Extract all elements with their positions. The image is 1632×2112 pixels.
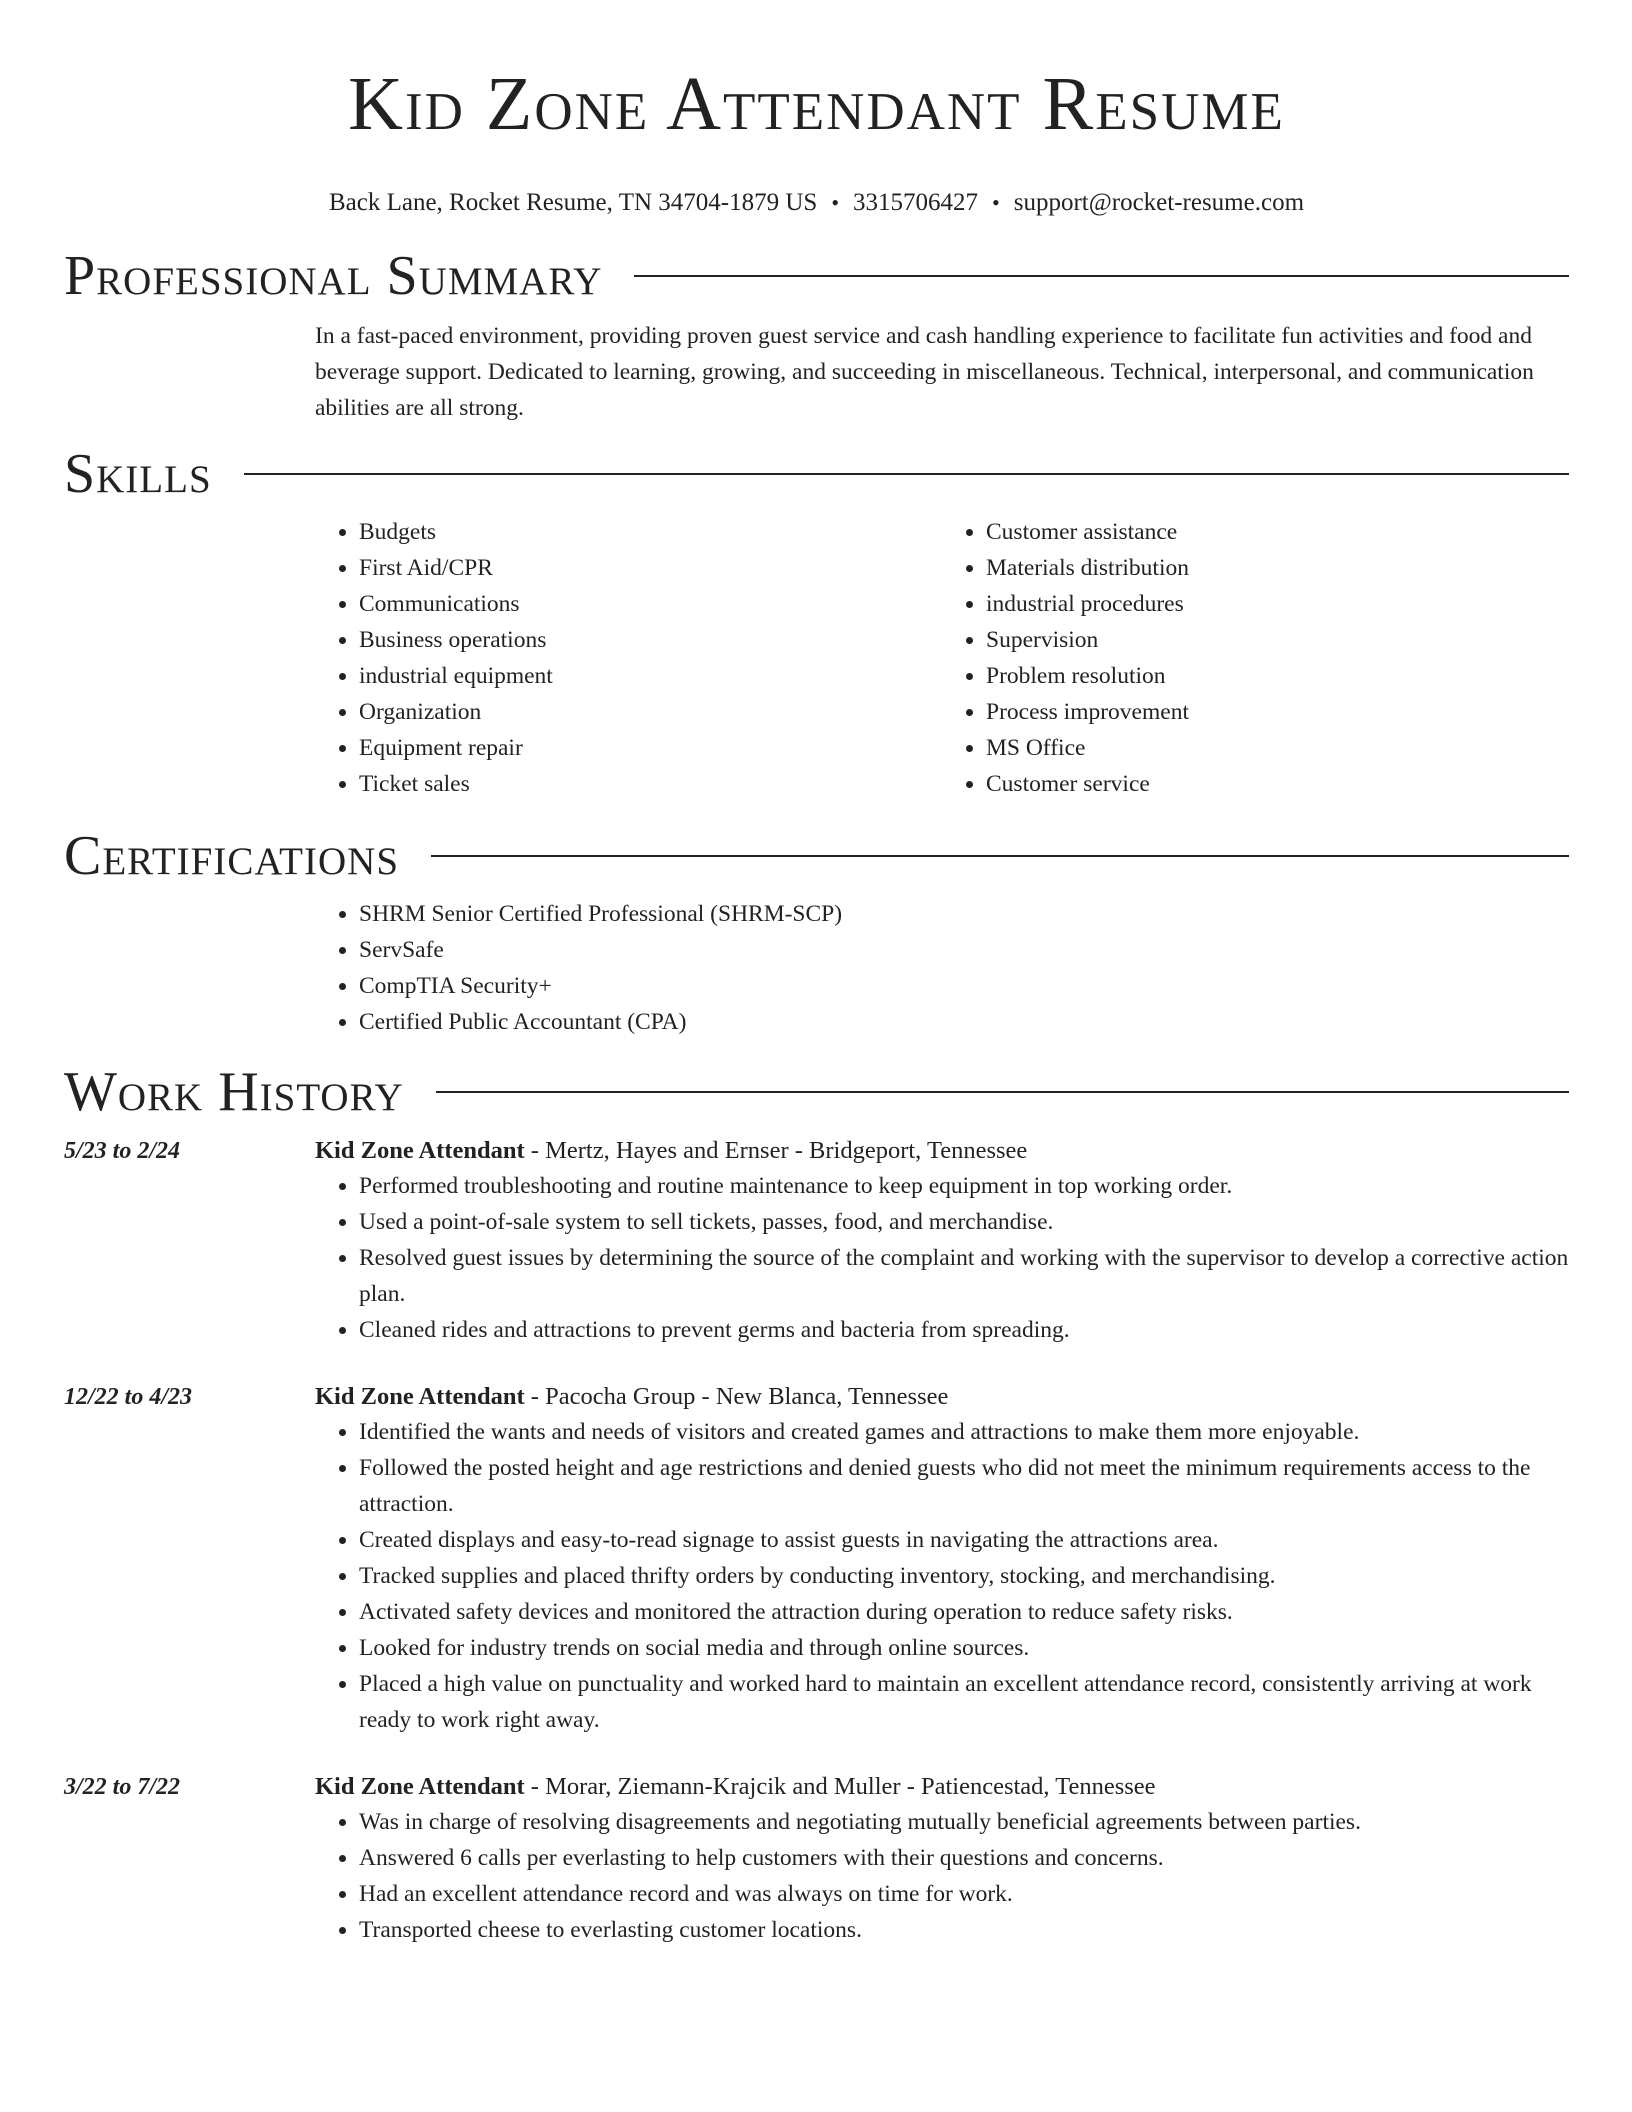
job-duty: • Placed a high value on punctuality and worked hard to maintain an excellent attendance record, consistently arriving at work ready to work right away.	[359, 1666, 1569, 1738]
job-duty: • Cleaned rides and attractions to prevent germs and bacteria from spreading.	[359, 1312, 1569, 1348]
skills-list	[315, 514, 1569, 802]
skill-item: • Customer assistance	[986, 514, 1569, 550]
job-employer: - Mertz, Hayes and Ernser - Bridgeport, Tennessee	[524, 1137, 1028, 1164]
section-title: Work History	[64, 1061, 404, 1123]
contact-address: Back Lane, Rocket Resume, TN 34704-1879 US	[328, 189, 818, 216]
job-duty: • Created displays and easy-to-read signage to assist guests in navigating the attractions area.	[359, 1522, 1569, 1558]
skill-item: • industrial equipment	[359, 658, 942, 694]
skill-item: • Equipment repair	[359, 730, 942, 766]
skill-item: • Materials distribution	[986, 550, 1569, 586]
job-dates: 5/23 to 2/24	[64, 1138, 181, 1164]
skill-item: • Business operations	[359, 622, 942, 658]
job-heading	[315, 1134, 1569, 1168]
summary-heading	[64, 246, 1569, 306]
skill-item: • Budgets	[359, 514, 942, 550]
job-duty: • Looked for industry trends on social media and through online sources.	[359, 1630, 1569, 1666]
section-divider	[244, 473, 1569, 475]
job-duty: • Transported cheese to everlasting customer locations.	[359, 1912, 1569, 1948]
contact-email: support@rocket-resume.com	[1013, 189, 1305, 216]
job-duty: • Identified the wants and needs of visitors and created games and attractions to make them more enjoyable.	[359, 1414, 1569, 1450]
certifications-body	[315, 896, 1569, 1040]
job-title: Kid Zone Attendant	[315, 1137, 525, 1164]
job-entry	[64, 1380, 1569, 1738]
certification-item: • ServSafe	[359, 932, 1569, 968]
skill-item: • Problem resolution	[986, 658, 1569, 694]
certification-item: • CompTIA Security+	[359, 968, 1569, 1004]
skill-item: • Ticket sales	[359, 766, 942, 802]
contact-separator: •	[831, 190, 840, 215]
job-entry	[64, 1770, 1569, 1948]
job-duty: • Had an excellent attendance record and was always on time for work.	[359, 1876, 1569, 1912]
job-heading	[315, 1770, 1569, 1804]
resume-header	[64, 0, 1569, 218]
job-body	[315, 1770, 1569, 1948]
certifications-section	[64, 826, 1569, 1040]
job-body	[315, 1380, 1569, 1738]
job-duty: • Used a point-of-sale system to sell tickets, passes, food, and merchandise.	[359, 1204, 1569, 1240]
job-duty: • Followed the posted height and age restrictions and denied guests who did not meet the minimum requirements access to the attraction.	[359, 1450, 1569, 1522]
summary-body	[315, 318, 1569, 426]
job-duties	[315, 1804, 1569, 1948]
section-title: Certifications	[64, 825, 400, 887]
skill-item: • Customer service	[986, 766, 1569, 802]
skills-heading	[64, 444, 1569, 504]
certification-item: • Certified Public Accountant (CPA)	[359, 1004, 1569, 1040]
work-history-heading	[64, 1062, 1569, 1122]
skill-item: • First Aid/CPR	[359, 550, 942, 586]
section-title: Professional Summary	[64, 245, 603, 307]
job-duty: • Performed troubleshooting and routine maintenance to keep equipment in top working order.	[359, 1168, 1569, 1204]
job-dates: 12/22 to 4/23	[64, 1384, 193, 1410]
skill-item: • Process improvement	[986, 694, 1569, 730]
skills-column-right	[942, 514, 1569, 802]
job-duty: • Activated safety devices and monitored the attraction during operation to reduce safety risks.	[359, 1594, 1569, 1630]
work-history-section	[64, 1062, 1569, 1948]
summary-text: In a fast-paced environment, providing proven guest service and cash handling experience to facilitate fun activities and food and beverage support. Dedicated to learning, growing, and succeeding in miscellaneous. Technical, interpersonal, and communication abilities are all strong.	[315, 323, 1534, 421]
certifications-heading	[64, 826, 1569, 886]
skill-item: • Supervision	[986, 622, 1569, 658]
skill-item: • Organization	[359, 694, 942, 730]
section-divider	[436, 1091, 1569, 1093]
job-employer: - Pacocha Group - New Blanca, Tennessee	[524, 1383, 949, 1410]
skill-item: • industrial procedures	[986, 586, 1569, 622]
job-duties	[315, 1168, 1569, 1348]
job-entry	[64, 1134, 1569, 1348]
contact-phone: 3315706427	[853, 189, 979, 216]
job-duty: • Answered 6 calls per everlasting to help customers with their questions and concerns.	[359, 1840, 1569, 1876]
contact-separator: •	[992, 190, 1000, 215]
skill-item: • Communications	[359, 586, 942, 622]
contact-line	[64, 188, 1569, 218]
job-duty: • Tracked supplies and placed thrifty orders by conducting inventory, stocking, and merchandising.	[359, 1558, 1569, 1594]
job-title: Kid Zone Attendant	[315, 1383, 525, 1410]
skills-column-left	[315, 514, 942, 802]
job-duty: • Resolved guest issues by determining the source of the complaint and working with the supervisor to develop a corrective action plan.	[359, 1240, 1569, 1312]
certifications-list	[315, 896, 1569, 1040]
section-title: Skills	[64, 443, 212, 505]
job-duties	[315, 1414, 1569, 1738]
job-heading	[315, 1380, 1569, 1414]
job-duty: • Was in charge of resolving disagreements and negotiating mutually beneficial agreements between parties.	[359, 1804, 1569, 1840]
job-dates: 3/22 to 7/22	[64, 1774, 181, 1800]
summary-section	[64, 246, 1569, 426]
job-body	[315, 1134, 1569, 1348]
resume-title: Kid Zone Attendant Resume	[348, 62, 1285, 146]
skills-section	[64, 444, 1569, 802]
job-employer: - Morar, Ziemann-Krajcik and Muller - Patiencestad, Tennessee	[524, 1773, 1156, 1800]
section-divider	[634, 275, 1569, 277]
job-title: Kid Zone Attendant	[315, 1773, 525, 1800]
section-divider	[431, 855, 1569, 857]
skill-item: • MS Office	[986, 730, 1569, 766]
certification-item: • SHRM Senior Certified Professional (SHRM-SCP)	[359, 896, 1569, 932]
